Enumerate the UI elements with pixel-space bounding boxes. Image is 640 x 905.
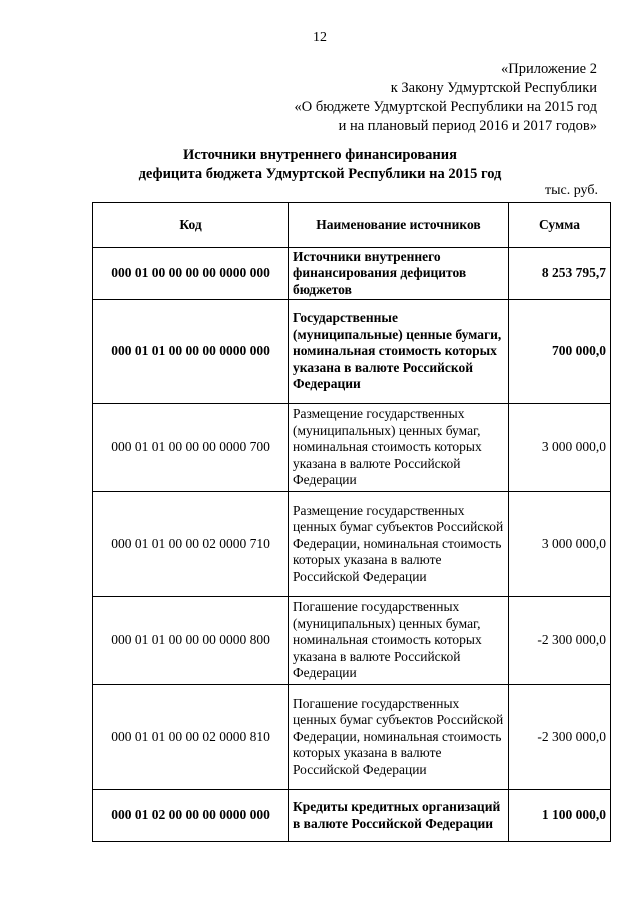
row-sum: -2 300 000,0 bbox=[509, 685, 611, 790]
row-code: 000 01 02 00 00 00 0000 000 bbox=[93, 790, 289, 842]
units-label: тыс. руб. bbox=[545, 183, 598, 198]
appendix-header bbox=[177, 60, 597, 136]
row-code: 000 01 01 00 00 02 0000 710 bbox=[93, 492, 289, 597]
row-name: Источники внутреннего финансирования дефицитов бюджетов bbox=[289, 248, 509, 300]
row-sum: 8 253 795,7 bbox=[509, 248, 611, 300]
table-row bbox=[93, 597, 611, 685]
row-name: Погашение государственных ценных бумаг субъектов Российской Федерации, номинальная стоимость которых указана в валюте Российской Федерации bbox=[289, 685, 509, 790]
row-sum: 1 100 000,0 bbox=[509, 790, 611, 842]
row-sum: 3 000 000,0 bbox=[509, 492, 611, 597]
table-row bbox=[93, 492, 611, 597]
header-code: Код bbox=[93, 203, 289, 248]
row-code: 000 01 01 00 00 00 0000 800 bbox=[93, 597, 289, 685]
row-code: 000 01 01 00 00 02 0000 810 bbox=[93, 685, 289, 790]
row-sum: 700 000,0 bbox=[509, 300, 611, 404]
table-row bbox=[93, 248, 611, 300]
document-title bbox=[100, 146, 540, 184]
title-line: дефицита бюджета Удмуртской Республики на 2015 год bbox=[138, 166, 502, 182]
title-line: Источники внутреннего финансирования bbox=[183, 147, 457, 163]
appendix-line: к Закону Удмуртской Республики bbox=[390, 80, 597, 96]
table-header-row bbox=[93, 203, 611, 248]
row-name: Размещение государственных ценных бумаг субъектов Российской Федерации, номинальная стоимость которых указана в валюте Российской Федерации bbox=[289, 492, 509, 597]
table-row bbox=[93, 790, 611, 842]
appendix-line: и на плановый период 2016 и 2017 годов» bbox=[338, 118, 597, 134]
table-row bbox=[93, 300, 611, 404]
row-code: 000 01 01 00 00 00 0000 000 bbox=[93, 300, 289, 404]
header-name: Наименование источников bbox=[289, 203, 509, 248]
row-code: 000 01 01 00 00 00 0000 700 bbox=[93, 404, 289, 492]
row-code: 000 01 00 00 00 00 0000 000 bbox=[93, 248, 289, 300]
row-name: Государственные (муниципальные) ценные бумаги, номинальная стоимость которых указана в валюте Российской Федерации bbox=[289, 300, 509, 404]
row-name: Размещение государственных (муниципальных) ценных бумаг, номинальная стоимость которых указана в валюте Российской Федерации bbox=[289, 404, 509, 492]
appendix-line: «Приложение 2 bbox=[501, 61, 597, 77]
table-row bbox=[93, 685, 611, 790]
header-sum: Сумма bbox=[509, 203, 611, 248]
table-row bbox=[93, 404, 611, 492]
row-sum: 3 000 000,0 bbox=[509, 404, 611, 492]
page-number: 12 bbox=[313, 30, 327, 45]
sources-table bbox=[92, 202, 611, 842]
row-name: Кредиты кредитных организаций в валюте Российской Федерации bbox=[289, 790, 509, 842]
appendix-line: «О бюджете Удмуртской Республики на 2015 год bbox=[294, 99, 597, 115]
row-name: Погашение государственных (муниципальных) ценных бумаг, номинальная стоимость которых указана в валюте Российской Федерации bbox=[289, 597, 509, 685]
row-sum: -2 300 000,0 bbox=[509, 597, 611, 685]
